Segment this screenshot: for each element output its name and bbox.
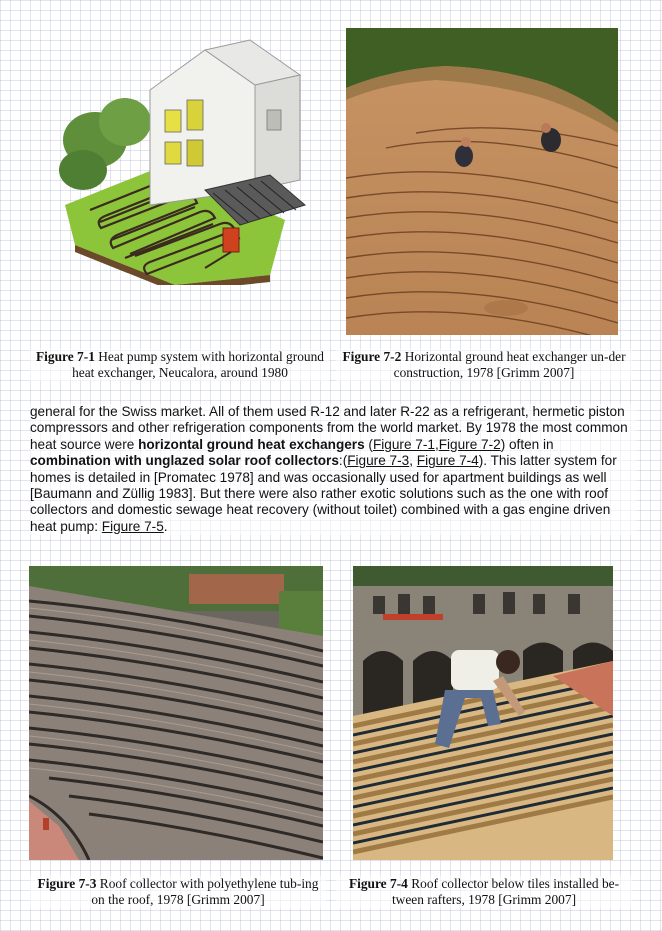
- figure-7-3-image: [29, 566, 323, 860]
- caption-text: Heat pump system with horizontal ground heat exchanger, Neucalora, around 1980: [72, 349, 324, 380]
- text-run: ,: [409, 453, 417, 469]
- text-run: :(: [338, 453, 348, 469]
- text-run: ). This latter system for homes is detailed in [Promatec 1978] and was occasionally used for apartment buildings as well [Baumann and Züllig 1983]. But there were also rather exotic solutions such as the one with roof collectors and domestic sewage heat recovery (without toilet) combined with a gas engine driven heat pump:: [30, 453, 617, 534]
- figure-label: Figure 7-1: [36, 349, 95, 364]
- link-figure-7-3[interactable]: Figure 7-3: [347, 453, 410, 469]
- figure-7-4-image: [353, 566, 613, 860]
- figure-label: Figure 7-2: [342, 349, 402, 364]
- figure-7-1-image: [55, 30, 315, 285]
- bold-phrase: horizontal ground heat exchangers: [138, 436, 365, 452]
- figure-7-3-caption: [30, 876, 326, 908]
- link-figure-7-4[interactable]: Figure 7-4: [416, 453, 479, 469]
- link-figure-7-2[interactable]: Figure 7-2: [438, 436, 501, 452]
- text-run: .: [163, 518, 168, 534]
- caption-text: Horizontal ground heat exchanger un-der construction, 1978 [Grimm 2007]: [393, 349, 626, 380]
- figure-label: Figure 7-4: [348, 876, 408, 891]
- figure-label: Figure 7-3: [37, 876, 97, 891]
- figure-7-2-caption: [336, 349, 632, 381]
- figure-7-2-image: [346, 28, 618, 335]
- figure-7-4-caption: [336, 876, 632, 908]
- body-paragraph: [30, 404, 636, 535]
- figure-7-1-caption: [30, 349, 330, 381]
- link-figure-7-1[interactable]: Figure 7-1: [372, 436, 435, 452]
- text-run: ,: [434, 436, 439, 452]
- caption-text: Roof collector with polyethylene tub-ing on the roof, 1978 [Grimm 2007]: [91, 876, 319, 907]
- link-figure-7-5[interactable]: Figure 7-5: [101, 518, 164, 534]
- text-run: general for the Swiss market. All of them used R-12 and later R-22 as a refrigerant, hermetic piston compressors and other refrigeration components from the world market. By 1978 the most common heat source were: [30, 404, 628, 452]
- caption-text: Roof collector below tiles installed be-tween rafters, 1978 [Grimm 2007]: [391, 876, 620, 907]
- text-run: (: [364, 436, 373, 452]
- bold-phrase: combination with unglazed solar roof collectors: [30, 453, 339, 469]
- text-run: ) often in: [500, 436, 554, 452]
